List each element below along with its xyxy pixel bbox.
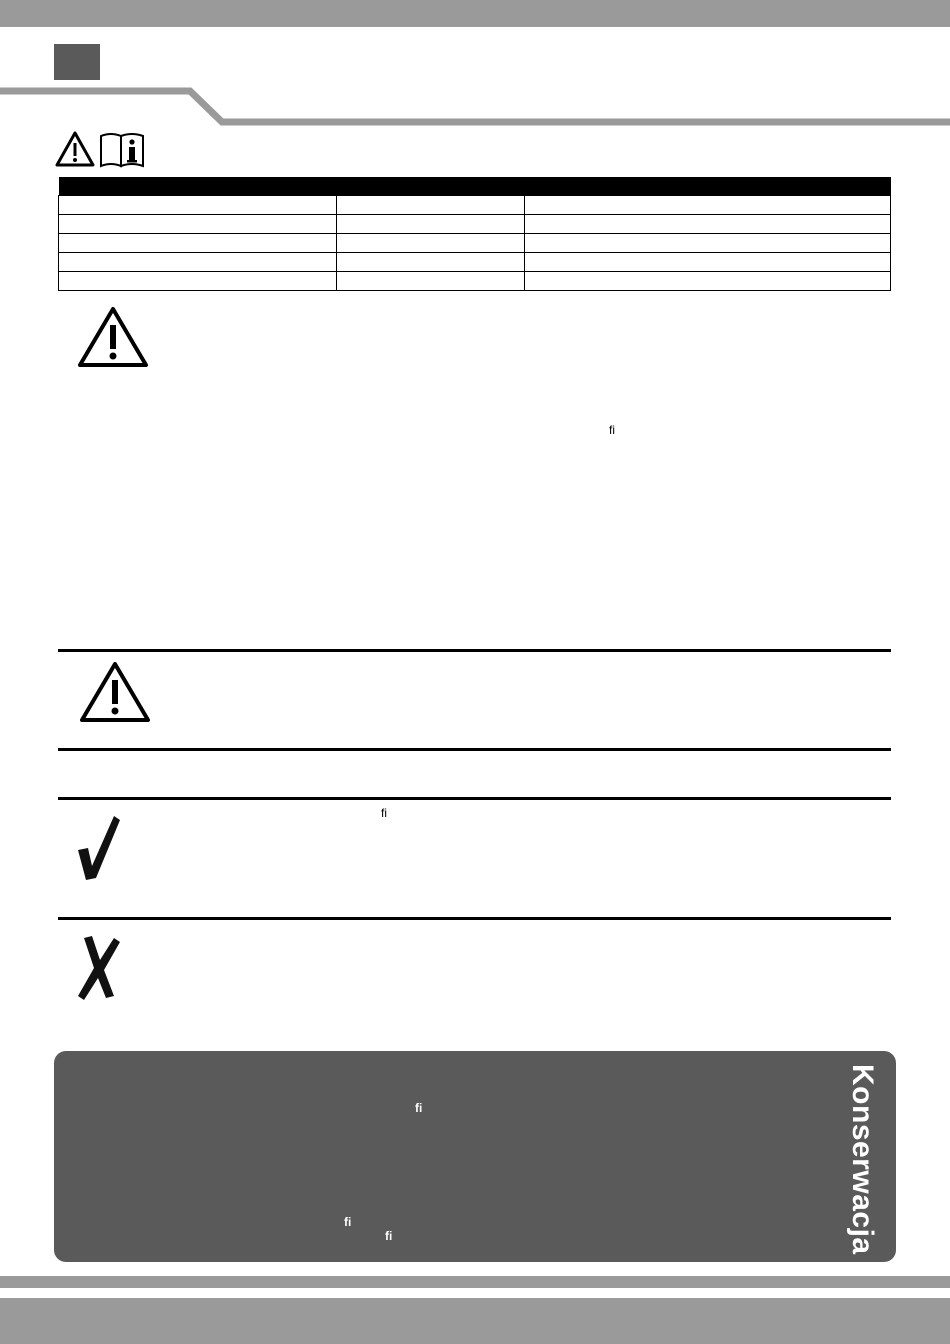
table-cell [525,253,891,272]
ligature-text: ﬁ [385,1229,393,1243]
table-cell [337,215,525,234]
table-cell [59,234,337,253]
table-cell [525,196,891,215]
table-cell [525,272,891,291]
caution-top-rule [58,649,891,652]
ligature-text: ﬁ [415,1101,423,1115]
table-header-cell [59,177,337,196]
do-section-rule [58,797,891,800]
table-cell [59,196,337,215]
table-cell [59,272,337,291]
bottom-bar [0,1276,950,1288]
warning-triangle-icon [78,660,152,724]
table-cell [525,215,891,234]
table-cell [337,234,525,253]
safety-icons [55,130,145,168]
maintenance-title: Konserwacja [846,1064,879,1255]
ligature-text: ﬁ [344,1215,352,1229]
table-cell [337,253,525,272]
specification-table [58,177,891,291]
maintenance-panel [54,1051,896,1262]
ligature-text: ﬁ [609,423,615,437]
table-cell [525,234,891,253]
table-row [59,272,891,291]
checkmark-icon [72,812,124,882]
table-row [59,253,891,272]
dont-section-rule [58,917,891,920]
cross-icon [74,934,124,1002]
table-row [59,196,891,215]
table-cell [337,272,525,291]
manual-info-icon [99,130,145,168]
header-divider-line [0,0,950,130]
table-header-cell [525,177,891,196]
table-cell [337,196,525,215]
caution-bottom-rule [58,748,891,751]
table-header-row [59,177,891,196]
table-header-cell [337,177,525,196]
warning-triangle-icon [76,305,150,369]
warning-triangle-icon [55,130,95,168]
table-cell [59,253,337,272]
table-row [59,234,891,253]
footer-bar [0,1298,950,1344]
table-row [59,215,891,234]
ligature-text: ﬁ [381,806,387,820]
table-cell [59,215,337,234]
